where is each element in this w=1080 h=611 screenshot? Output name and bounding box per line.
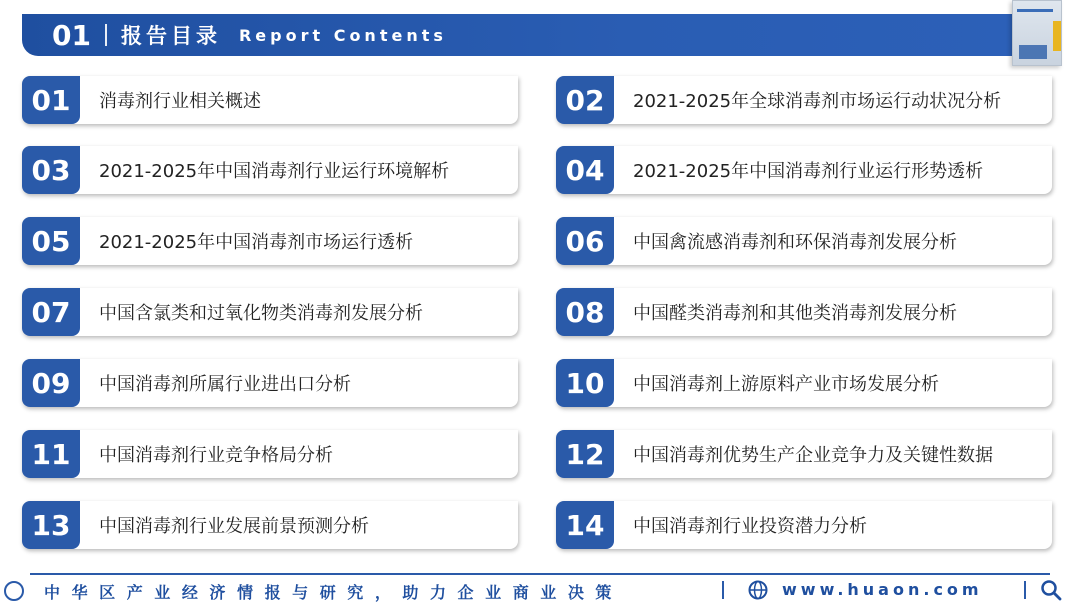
toc-item-label: 中国禽流感消毒剂和环保消毒剂发展分析 <box>633 232 957 253</box>
footer-separator <box>722 581 724 599</box>
toc-item-label: 2021-2025年全球消毒剂市场运行动状况分析 <box>633 91 1002 112</box>
page-title: 报告目录 <box>120 24 221 48</box>
toc-item-label: 中国消毒剂所属行业进出口分析 <box>99 374 351 395</box>
toc-item-number: 08 <box>556 288 614 336</box>
toc-item-04[interactable] <box>556 146 1052 194</box>
brand-logo-icon <box>4 581 24 601</box>
section-number: 01 <box>52 18 91 52</box>
toc-item-11[interactable] <box>22 430 518 478</box>
toc-item-05[interactable] <box>22 217 518 265</box>
cover-accent <box>1053 21 1061 51</box>
toc-item-label: 中国消毒剂优势生产企业竞争力及关键性数据 <box>633 445 993 466</box>
toc-item-number: 03 <box>22 146 80 194</box>
toc-item-label: 中国含氯类和过氧化物类消毒剂发展分析 <box>99 303 423 324</box>
toc-item-number: 06 <box>556 217 614 265</box>
website-link[interactable]: www.huaon.com <box>782 580 983 599</box>
cover-stripe <box>1017 9 1053 12</box>
page-subtitle: Report Contents <box>238 25 447 45</box>
toc-item-08[interactable] <box>556 288 1052 336</box>
toc-item-label: 中国消毒剂行业发展前景预测分析 <box>99 516 369 537</box>
toc-item-06[interactable] <box>556 217 1052 265</box>
cover-block <box>1019 45 1047 59</box>
toc-item-label: 消毒剂行业相关概述 <box>99 91 261 112</box>
toc-item-label: 2021-2025年中国消毒剂市场运行透析 <box>99 232 414 253</box>
toc-item-10[interactable] <box>556 359 1052 407</box>
footer <box>0 575 1080 605</box>
footer-separator <box>1024 581 1026 599</box>
header-divider <box>105 24 107 46</box>
toc-item-label: 中国醛类消毒剂和其他类消毒剂发展分析 <box>633 303 957 324</box>
toc-item-09[interactable] <box>22 359 518 407</box>
toc-item-02[interactable] <box>556 76 1052 124</box>
toc-item-number: 07 <box>22 288 80 336</box>
toc-item-number: 12 <box>556 430 614 478</box>
toc-item-number: 13 <box>22 501 80 549</box>
toc-item-number: 01 <box>22 76 80 124</box>
toc-item-label: 2021-2025年中国消毒剂行业运行环境解析 <box>99 161 450 182</box>
search-icon[interactable] <box>1040 579 1062 601</box>
toc-item-number: 10 <box>556 359 614 407</box>
toc-item-03[interactable] <box>22 146 518 194</box>
toc-item-14[interactable] <box>556 501 1052 549</box>
toc-item-label: 中国消毒剂行业竞争格局分析 <box>99 445 333 466</box>
toc-item-12[interactable] <box>556 430 1052 478</box>
toc-item-07[interactable] <box>22 288 518 336</box>
toc-item-number: 11 <box>22 430 80 478</box>
toc-item-number: 05 <box>22 217 80 265</box>
toc-item-number: 14 <box>556 501 614 549</box>
toc-item-label: 2021-2025年中国消毒剂行业运行形势透析 <box>633 161 984 182</box>
toc-item-number: 02 <box>556 76 614 124</box>
globe-icon <box>748 580 768 600</box>
toc-item-01[interactable] <box>22 76 518 124</box>
toc-item-label: 中国消毒剂上游原料产业市场发展分析 <box>633 374 939 395</box>
report-cover-thumbnail <box>1012 0 1062 66</box>
header-bar <box>22 14 1032 56</box>
toc-item-number: 09 <box>22 359 80 407</box>
toc-item-13[interactable] <box>22 501 518 549</box>
footer-slogan: 中 华 区 产 业 经 济 情 报 与 研 究 ， 助 力 企 业 商 业 决 策 <box>44 583 615 602</box>
toc-item-number: 04 <box>556 146 614 194</box>
toc-item-label: 中国消毒剂行业投资潜力分析 <box>633 516 867 537</box>
